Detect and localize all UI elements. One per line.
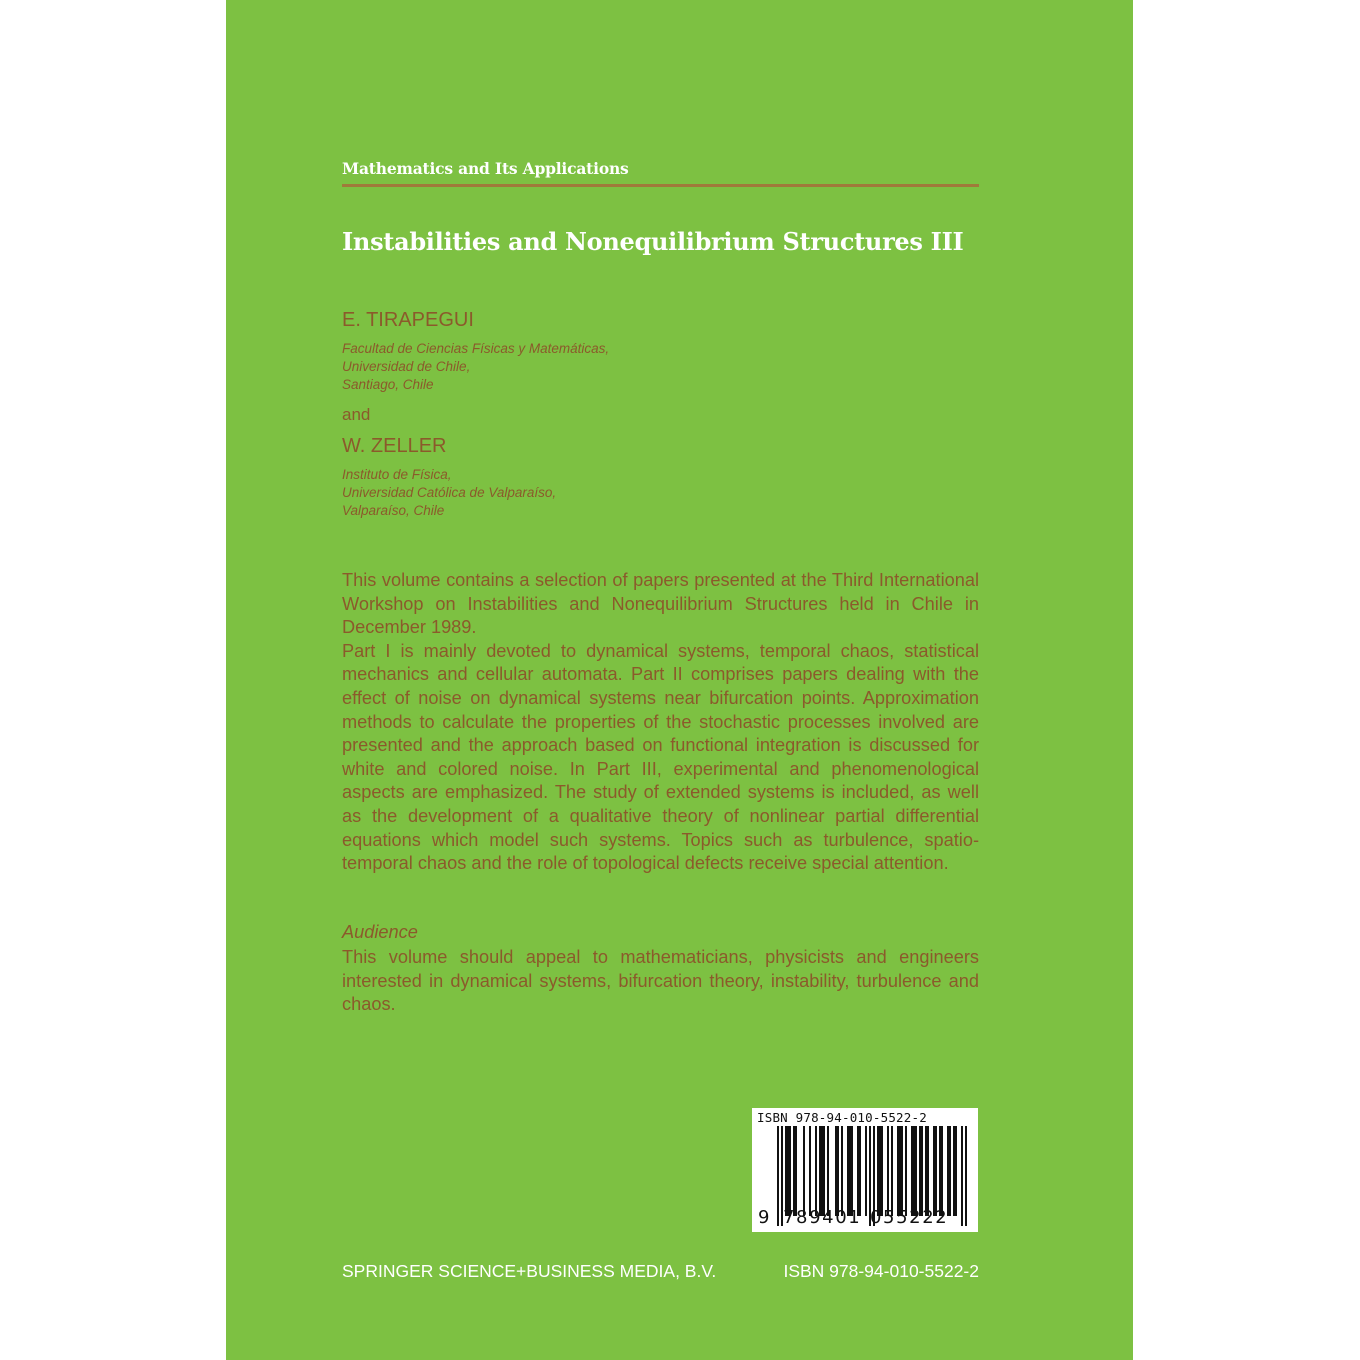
footer-isbn: ISBN 978-94-010-5522-2 xyxy=(783,1261,979,1281)
barcode-bar xyxy=(823,1126,825,1216)
affiliation-line: Facultad de Ciencias Físicas y Matemáticas, xyxy=(342,341,610,356)
barcode-bar xyxy=(915,1126,917,1216)
audience-heading: Audience xyxy=(342,922,418,942)
barcode-bar xyxy=(949,1126,951,1216)
barcode-bar xyxy=(947,1126,949,1216)
author-affiliation-1 xyxy=(342,340,609,394)
barcode-bar xyxy=(887,1126,889,1216)
barcode-bar xyxy=(795,1126,797,1216)
affiliation-line: Santiago, Chile xyxy=(342,377,434,392)
series-rule xyxy=(342,184,979,187)
audience-text xyxy=(342,946,979,1017)
barcode-right-digits: 055222 xyxy=(870,1207,949,1228)
barcode-bar xyxy=(891,1126,893,1216)
barcode-bar xyxy=(809,1126,811,1216)
barcode-bar xyxy=(865,1126,867,1216)
barcode-bar xyxy=(859,1126,861,1216)
barcode-bar xyxy=(919,1126,921,1216)
affiliation-line: Universidad Católica de Valparaíso, xyxy=(342,485,557,500)
barcode-bar xyxy=(941,1126,943,1216)
barcode-bar xyxy=(913,1126,915,1216)
barcode-bar xyxy=(897,1126,899,1216)
author-conjunction: and xyxy=(342,405,371,424)
barcode-bar xyxy=(777,1126,779,1226)
barcode-bar xyxy=(827,1126,829,1216)
barcode-bar xyxy=(953,1126,955,1216)
audience-paragraph: This volume should appeal to mathematicians, physicists and engineers interested in dynamical systems, bifurcation theory, instability, turbulence and chaos. xyxy=(342,947,979,1015)
barcode-bar xyxy=(877,1126,879,1216)
barcode-bar xyxy=(921,1126,923,1216)
barcode-bar xyxy=(787,1126,789,1216)
barcode-bar xyxy=(803,1126,805,1216)
barcode-bar xyxy=(935,1126,937,1216)
barcode-bar xyxy=(905,1126,907,1216)
barcode-bar xyxy=(849,1126,851,1216)
barcode-bar xyxy=(881,1126,883,1216)
barcode-bar xyxy=(879,1126,881,1216)
author-name-2: W. ZELLER xyxy=(342,435,447,457)
barcode-bar xyxy=(933,1126,935,1216)
description-paragraph: Part I is mainly devoted to dynamical systems, temporal chaos, statistical mechanics and cellular automata. Part II comprises papers dealing with the effect of noise on dynamical systems near bifurcation points. Approximation methods to calculate the properties of the stochastic processes involved are presented and the approach based on functional integration is discussed for white and colored noise. In Part III, experimental and phenomenological aspects are emphasized. The study of extended systems is included, as well as the development of a qualitative theory of nonlinear partial differential equations which model such systems. Topics such as turbulence, spatio-temporal chaos and the role of topological defects receive special attention. xyxy=(342,640,979,874)
barcode-bar xyxy=(927,1126,929,1216)
series-name: Mathematics and Its Applications xyxy=(342,159,629,178)
barcode-bar xyxy=(841,1126,843,1216)
barcode-bar xyxy=(899,1126,901,1216)
barcode-bar xyxy=(901,1126,903,1216)
barcode-bar xyxy=(925,1126,927,1216)
barcode-bar xyxy=(815,1126,817,1216)
barcode-bar xyxy=(857,1126,859,1216)
barcode-bar xyxy=(785,1126,787,1216)
author-affiliation-2 xyxy=(342,466,556,520)
barcode-left-digits: 789401 xyxy=(783,1207,862,1228)
author-name-1: E. TIRAPEGUI xyxy=(342,309,474,331)
barcode-bar xyxy=(851,1126,853,1216)
affiliation-line: Universidad de Chile, xyxy=(342,359,471,374)
affiliation-line: Instituto de Física, xyxy=(342,467,452,482)
barcode-bar xyxy=(939,1126,941,1216)
barcode-isbn-text: ISBN 978-94-010-5522-2 xyxy=(757,1110,927,1125)
affiliation-line: Valparaíso, Chile xyxy=(342,503,445,518)
barcode-bar xyxy=(965,1126,967,1226)
barcode-bar xyxy=(793,1126,795,1216)
description-paragraph: This volume contains a selection of papers presented at the Third International Workshop on Instabilities and Nonequilibrium Structures held in Chile in December 1989. xyxy=(342,570,979,638)
barcode-bar xyxy=(835,1126,837,1216)
barcode-bar xyxy=(821,1126,823,1216)
barcode-bar xyxy=(955,1126,957,1216)
barcode-bar xyxy=(961,1126,963,1226)
barcode-bar xyxy=(837,1126,839,1216)
barcode-bar xyxy=(819,1126,821,1216)
publisher-name: SPRINGER SCIENCE+BUSINESS MEDIA, B.V. xyxy=(342,1261,717,1281)
book-description xyxy=(342,569,979,876)
barcode-first-digit: 9 xyxy=(758,1207,770,1228)
barcode-bar xyxy=(911,1126,913,1216)
book-title: Instabilities and Nonequilibrium Structures III xyxy=(342,227,964,256)
barcode-bar xyxy=(789,1126,791,1216)
barcode-bar xyxy=(847,1126,849,1216)
